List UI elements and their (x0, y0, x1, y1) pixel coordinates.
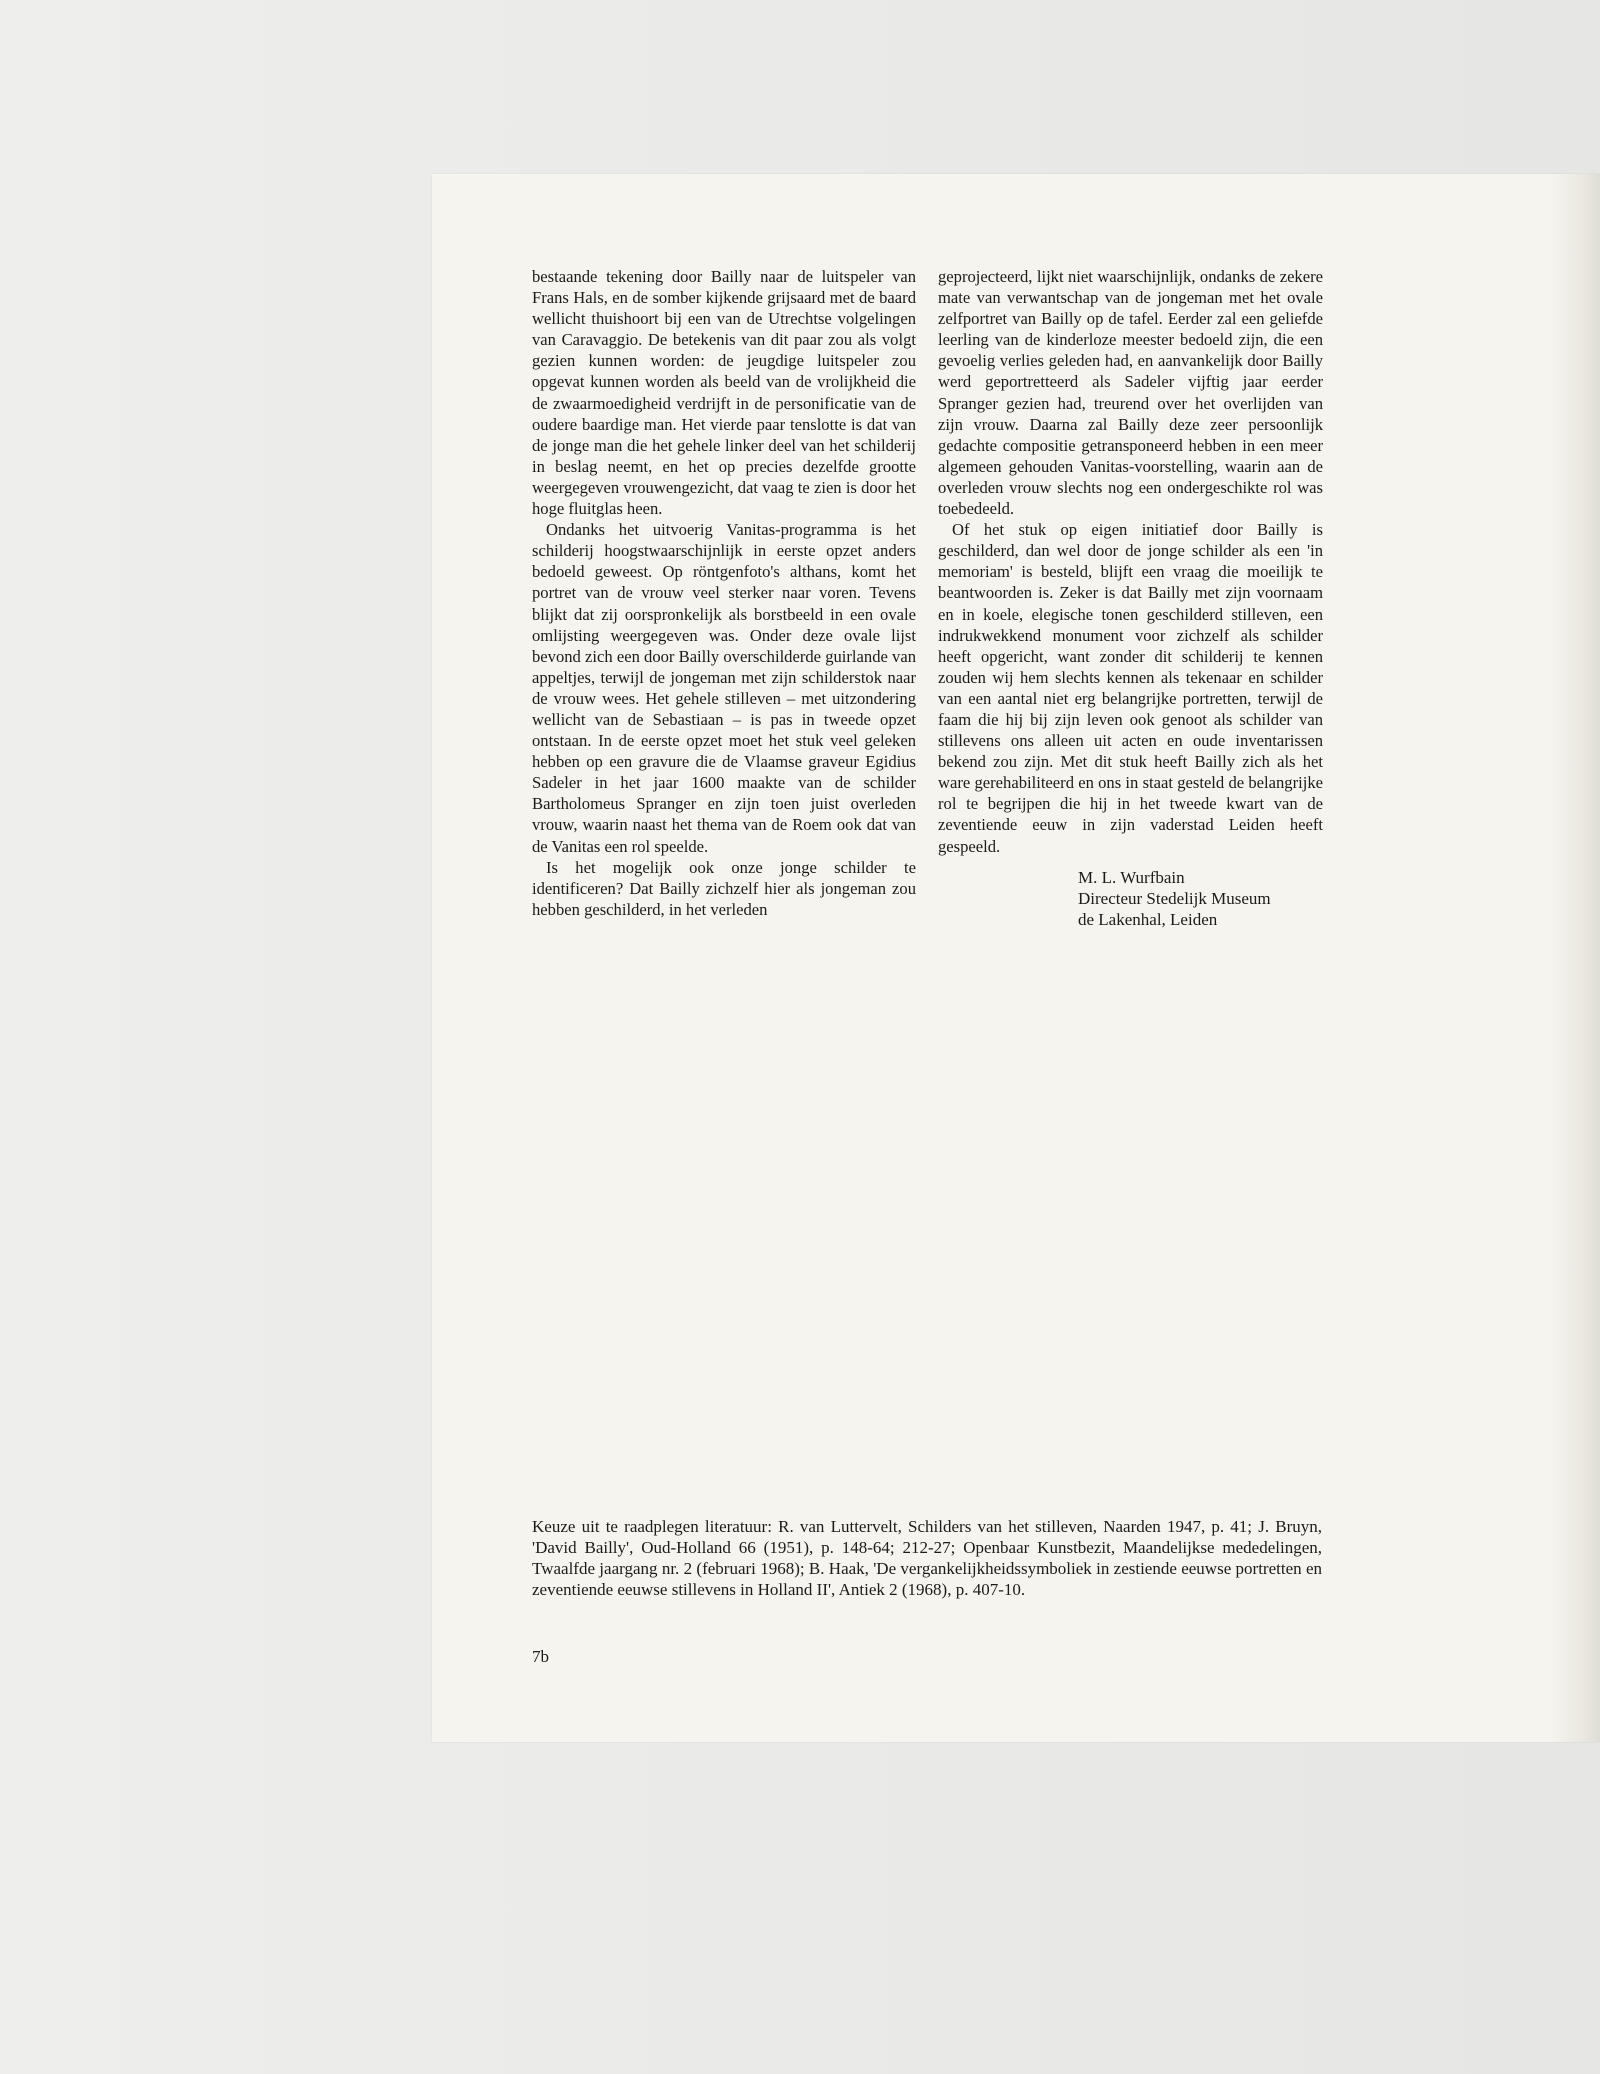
left-paragraph-3: Is het mogelijk ook onze jonge schilder te identificeren? Dat Bailly zichzelf hier als jongeman zou hebben geschilderd, in het verleden (532, 857, 916, 919)
left-paragraph-2: Ondanks het uitvoerig Vanitas-programma is het schilderij hoogstwaarschijnlijk in eerste opzet anders bedoeld geweest. Op röntgenfoto's althans, komt het portret van de vrouw veel sterker naar voren. Tevens blijkt dat zij oorspronkelijk als borstbeeld in een ovale omlijsting weergegeven was. Onder deze ovale lijst bevond zich een door Bailly overschilderde guirlande van appeltjes, terwijl de jongeman met zijn schilderstok naar de vrouw wees. Het gehele stilleven – met uitzondering wellicht van de Sebastiaan – is pas in tweede opzet ontstaan. In de eerste opzet moet het stuk veel geleken hebben op een gravure die de Vlaamse graveur Egidius Sadeler in het jaar 1600 maakte van de schilder Bartholomeus Spranger en zijn toen juist overleden vrouw, waarin naast het thema van de Roem ook dat van de Vanitas een rol speelde. (532, 520, 916, 856)
document-page (432, 174, 1600, 1742)
author-signature (938, 867, 1323, 930)
references-note: Keuze uit te raadplegen literatuur: R. van Luttervelt, Schilders van het stilleven, Naarden 1947, p. 41; J. Bruyn, 'David Bailly', Oud-Holland 66 (1951), p. 148-64; 212-27; Openbaar Kunstbezit, Maandelijkse mededelingen, Twaalfde jaargang nr. 2 (februari 1968); B. Haak, 'De vergankelijkheidssymboliek in zestiende eeuwse portretten en zeventiende eeuwse stillevens in Holland II', Antiek 2 (1968), p. 407-10. (532, 1517, 1322, 1599)
author-institution: de Lakenhal, Leiden (1078, 909, 1218, 929)
right-paragraph-2: Of het stuk op eigen initiatief door Bailly is geschilderd, dan wel door de jonge schilder als een 'in memoriam' is besteld, blijft een vraag die moeilijk te beantwoorden is. Zeker is dat Bailly met zijn voornaam en in koele, elegische tonen geschilderd stilleven, een indrukwekkend monument voor zichzelf als schilder heeft opgericht, want zonder dit schilderij te kennen zouden wij hem slechts kennen als tekenaar en schilder van een aantal niet erg belangrijke portretten, terwijl de faam die hij bij zijn leven ook genoot als schilder van stillevens ons alleen uit acten en oude inventarissen bekend zou zijn. Met dit stuk heeft Bailly zich als het ware gerehabiliteerd en ons in staat gesteld de belangrijke rol te begrijpen die hij in het tweede kwart van de zeventiende eeuw in zijn vaderstad Leiden heeft gespeeld. (938, 520, 1323, 856)
author-title: Directeur Stedelijk Museum (1078, 888, 1271, 908)
right-paragraph-1: geprojecteerd, lijkt niet waarschijnlijk, ondanks de zekere mate van verwantschap van de jongeman met het ovale zelfportret van Bailly op de tafel. Eerder zal een geliefde leerling van de kinderloze meester bedoeld zijn, die een gevoelig verlies geleden had, en aanvankelijk door Bailly werd geportretteerd als Sadeler vijftig jaar eerder Spranger gezien had, treurend over het overlijden van zijn vrouw. Daarna zal Bailly deze zeer persoonlijk gedachte compositie getransponeerd hebben in een meer algemeen gehouden Vanitas-voorstelling, waarin aan de overleden vrouw slechts nog een ondergeschikte rol was toebedeeld. (938, 267, 1323, 519)
page-number: 7b (532, 1647, 549, 1666)
page-edge-shadow (1550, 174, 1600, 1742)
author-name: M. L. Wurfbain (1078, 867, 1185, 887)
right-text-column (938, 266, 1323, 930)
left-paragraph-1: bestaande tekening door Bailly naar de luitspeler van Frans Hals, en de somber kijkende grijsaard met de baard wellicht thuishoort bij een van de Utrechtse volgelingen van Caravaggio. De betekenis van dit paar zou als volgt gezien kunnen worden: de jeugdige luitspeler zou opgevat kunnen worden als beeld van de vrolijkheid die de zwaarmoedigheid verdrijft in de personificatie van de oudere baardige man. Het vierde paar tenslotte is dat van de jonge man die het gehele linker deel van het schilderij in beslag neemt, en het op precies dezelfde grootte weergegeven vrouwengezicht, dat vaag te zien is door het hoge fluitglas heen. (532, 267, 916, 519)
left-text-column (532, 266, 916, 920)
